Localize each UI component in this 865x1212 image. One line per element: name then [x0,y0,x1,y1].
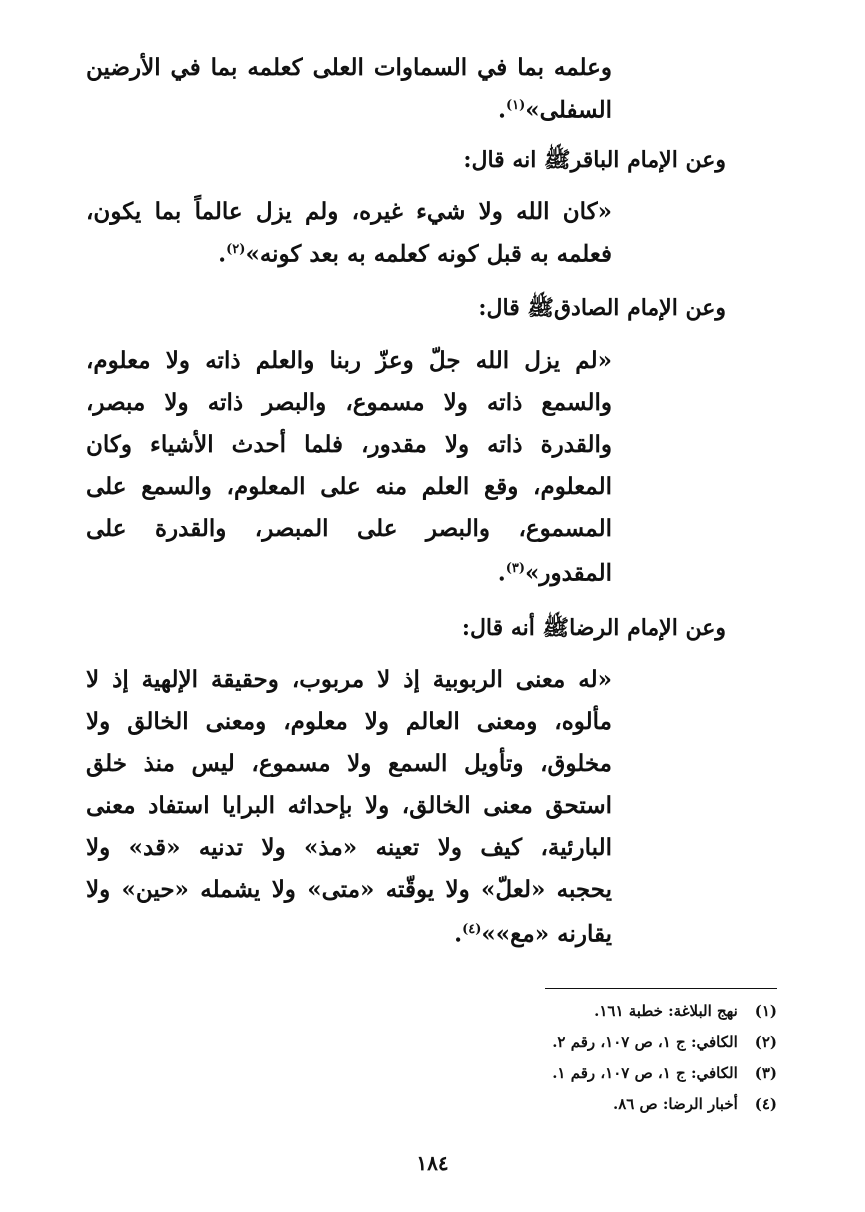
footnote-separator [545,988,777,989]
heading-text: وعن الإمام الصادقﷺ قال: [478,295,726,321]
narration-heading [86,142,726,178]
quote-block [86,343,612,593]
text-line [218,232,612,273]
footnote-text: الكافي: ج ١، ص ١٠٧، رقم ١. [552,1064,738,1082]
footnote-marker: (٢) [226,242,246,257]
footnote-number: (٣) [754,1064,777,1082]
text-line: يحجبه «لعلّ» ولا يوقّته «متى» ولا يشمله «حين» ولا [86,876,612,903]
footnote-text: نهج البلاغة: خطبة ١٦١. [594,1002,738,1020]
line-text: فعلمه به قبل كونه كعلمه به بعد كونه» [245,240,612,268]
text-line: «كان الله ولا شيء غيره، ولم يزل عالماً بما يكون، [86,198,612,225]
period: . [454,920,463,948]
footnote [613,1093,777,1115]
text-line: استحق معنى الخالق، ولا بإحداثه البرايا استفاد معنى [86,792,612,819]
period: . [218,240,227,268]
footnote-number: (٤) [754,1095,777,1113]
footnote-text: الكافي: ج ١، ص ١٠٧، رقم ٢. [552,1033,738,1051]
narration-heading [86,610,726,646]
footnote [594,1000,777,1022]
text-line: «لم يزل الله جلّ وعزّ ربنا والعلم ذاته ولا معلوم، [86,347,612,374]
text-line: مألوه، ومعنى العالم ولا معلوم، ومعنى الخالق ولا [86,708,612,735]
text-line: «له معنى الربوبية إذ لا مربوب، وحقيقة الإلهية إذ لا [86,666,612,693]
footnote-marker: (١) [505,98,526,113]
period: . [497,559,506,587]
text-line [454,912,612,953]
text-line: البارئية، كيف ولا تعينه «مذ» ولا تدنيه «قد» ولا [86,834,612,861]
narration-heading [86,290,726,326]
line-text: المقدور» [525,559,612,587]
text-line: والسمع ذاته ولا مسموع، والبصر ذاته ولا مبصر، [86,389,612,416]
heading-text: وعن الإمام الرضاﷺ أنه قال: [461,615,726,641]
text-line: وعلمه بما في السماوات العلى كعلمه بما في الأرضين [86,54,612,81]
footnote-number: (١) [754,1002,777,1020]
text-line: والقدرة ذاته ولا مقدور، فلما أحدث الأشياء وكان [86,431,612,458]
line-text: يقارنه «مع»» [481,920,612,948]
text-line: المعلوم، وقع العلم منه على المعلوم، والسمع على [86,473,612,500]
text-line: مخلوق، وتأويل السمع ولا مسموع، ليس منذ خلق [86,750,612,777]
text-line [498,551,612,592]
text-line: المسموع، والبصر على المبصر، والقدرة على [86,515,612,542]
quote-block [86,662,612,957]
footnote [552,1062,777,1084]
quote-block [86,194,612,274]
footnote-text: أخبار الرضا: ص ٨٦. [612,1095,738,1113]
footnote-number: (٢) [754,1033,777,1051]
footnote-marker: (٤) [462,922,482,937]
line-text: السفلى» [525,96,612,124]
heading-text: وعن الإمام الباقرﷺ انه قال: [463,147,726,173]
footnote [552,1031,777,1053]
footnote-marker: (٣) [505,561,525,576]
period: . [497,96,506,124]
text-line [498,88,612,129]
paragraph-continuation [86,50,612,130]
page-number: ١٨٤ [416,1151,449,1175]
